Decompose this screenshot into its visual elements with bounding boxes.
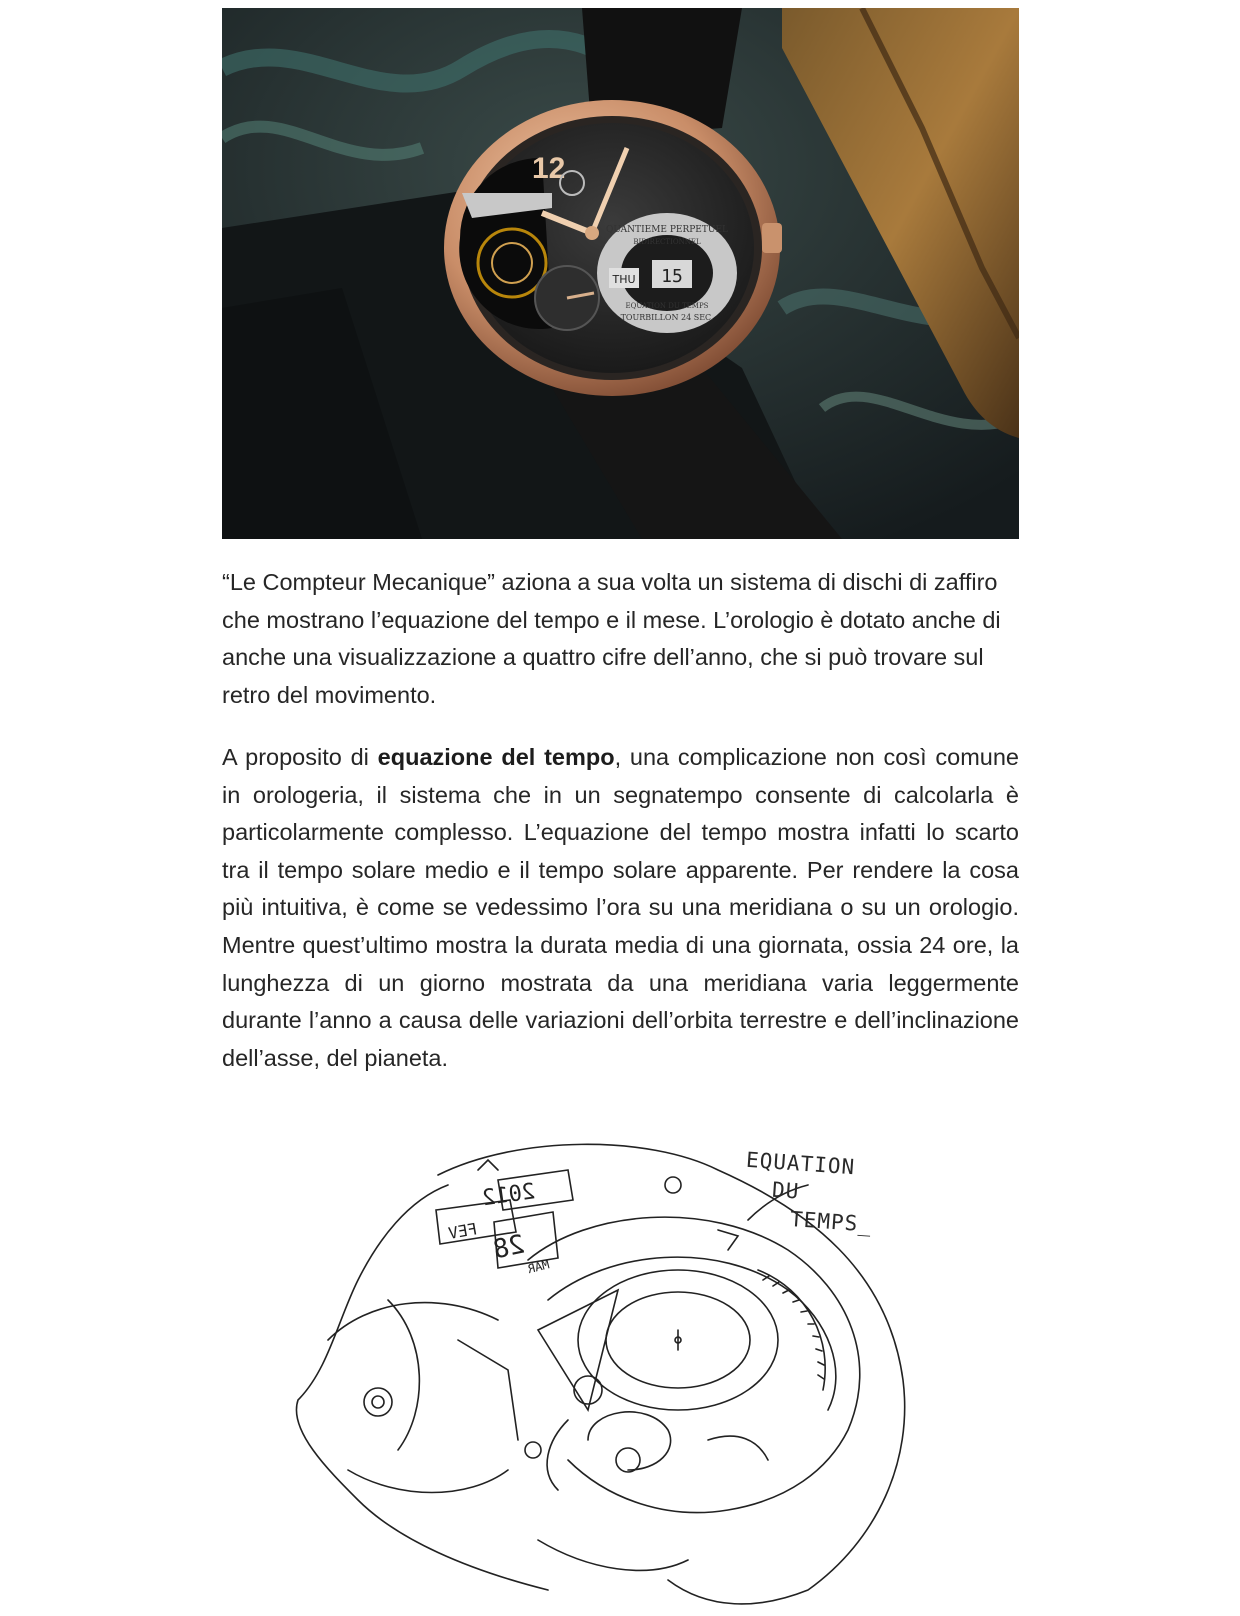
dial-text-3: EQUATION DU TEMPS <box>625 302 709 310</box>
paragraph-equazione <box>222 739 1019 1077</box>
paragraph-compteur <box>222 564 1019 714</box>
paragraph-2-text <box>222 739 1019 1077</box>
numeral-12: 12 <box>532 152 566 185</box>
sketch-date: 28 <box>490 1229 528 1266</box>
sketch-day: MAR <box>526 1257 551 1277</box>
sketch-note-line3: TEMPS_ <box>789 1207 873 1237</box>
dial-text-4: TOURBILLON 24 SEC. <box>620 313 714 322</box>
paragraph-2-bold: equazione del tempo <box>377 744 615 770</box>
watch-photo <box>222 8 1019 539</box>
paragraph-2-lead: A proposito di <box>222 744 378 770</box>
sketch-note <box>741 1146 926 1242</box>
day-window: THU <box>612 273 636 286</box>
paragraph-1-text: “Le Compteur Mecanique” aziona a sua volta un sistema di dischi di zaffiro che mostrano l’equazione del tempo e il mese. L’orologio è dotato anche di anche una visualizzazione a quattro cifre dell’anno, che si può trovare sul retro del movimento. <box>222 569 1001 708</box>
sketch-note-line1: EQUATION <box>745 1147 856 1180</box>
dial-text-1: QUANTIEME PERPETUEL <box>606 225 728 235</box>
sketch-year: 2012 <box>480 1179 537 1212</box>
date-window: 15 <box>661 266 683 287</box>
sketch-month: FEV <box>446 1219 479 1243</box>
dial-text-2: BIDIRECTIONNEL <box>633 238 701 246</box>
paragraph-2-rest: , una complicazione non così comune in orologeria, il sistema che in un segnatempo consente di calcolarla è particolarmente complesso. L’equazione del tempo mostra infatti lo scarto tra il tempo solare medio e il tempo solare apparente. Per rendere la cosa più intuitiva, è come se vedessimo l’ora su una meridiana o su un orologio. Mentre quest’ultimo mostra la durata media di una giornata, ossia 24 ore, la lunghezza di un giorno mostrata da una meridiana varia leggermente durante l’anno a causa delle variazioni dell’orbita terrestre e dell’inclinazione dell’asse, del pianeta. <box>222 744 1019 1071</box>
sketch-note-line2: DU <box>771 1177 801 1204</box>
